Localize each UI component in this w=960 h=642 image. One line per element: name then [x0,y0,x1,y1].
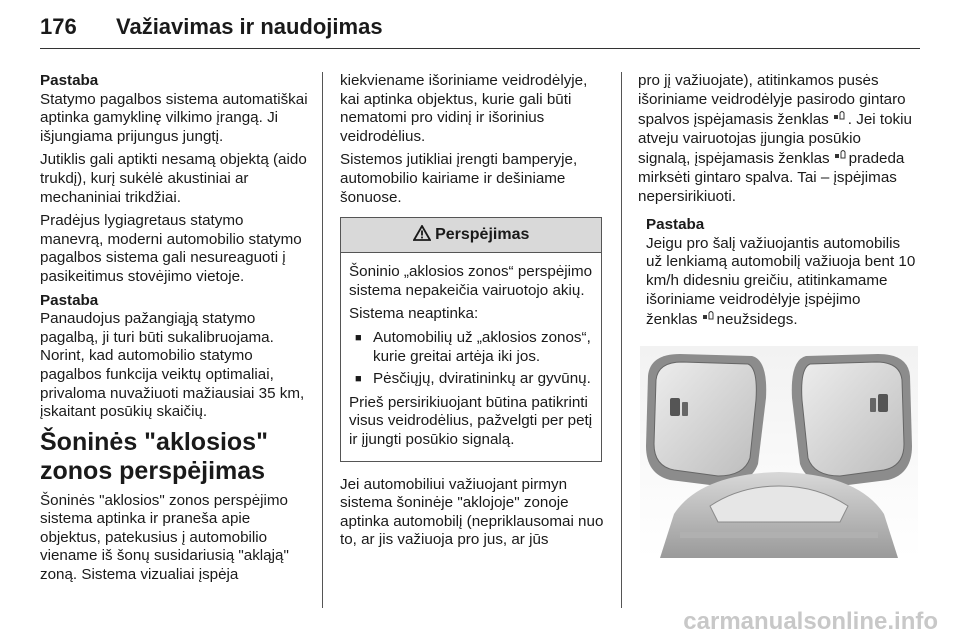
paragraph: Šoninės "aklosios" zonos perspėjimo sistema aptinka ir praneša apie objektus, patekusius į automobilio viename iš šonų susidariusią "akląją" zoną. Sistema vizualiai įspėja [40,491,289,584]
note-label: Pastaba [646,216,705,234]
column-1 [40,72,308,590]
note-text [646,235,916,330]
blind-spot-car-icon [834,151,849,162]
warning-body [341,253,601,460]
page-number: 176 [40,14,77,39]
warning-box [340,217,602,461]
warning-title: Perspėjimas [435,226,530,244]
column-divider [322,72,323,608]
warning-text: Sistema neaptinka: [349,305,479,323]
page-header [40,14,920,49]
mirror-illustration [640,346,918,558]
note-label: Pastaba [40,291,99,309]
text-span: pro jį važiuojate), atitinkamos pusės išoriniame veidrodėlyje pasirodo gintaro spalvos įspėjamasis ženklas [638,72,906,129]
warning-text: Šoninio „aklosios zonos“ perspėjimo sistema nepakeičia vairuotojo akių. [349,263,593,299]
text-span: pradeda mirksėti gintaro spalva. Tai – įspėjimas nepersirikiuoti. [638,150,905,205]
paragraph: Sistemos jutikliai įrengti bamperyje, automobilio kairiame ir dešiniame šonuose. [340,151,578,206]
paragraph: kiekviename išoriniame veidrodėlyje, kai aptinka objektus, kurie gali būti nematomi pro vidinį ir išorinius veidrodėlius. [340,72,588,145]
warning-text: Prieš persirikiuojant būtina patikrinti visus veidrodėlius, pažvelgti per petį ir įjungti posūkio signalą. [349,393,593,448]
paragraph: Pradėjus lygiagretaus statymo manevrą, moderni automobilio statymo pagalbos sistema gali nesureaguoti į pasikeitimus stovėjimo vietoje. [40,212,302,285]
watermark: carmanualsonline.info [683,608,938,635]
column-2 [340,72,606,555]
warning-list [349,329,593,389]
note-block [638,216,916,330]
section-heading: Šoninės "aklosios" zonos perspėjimas [40,427,268,485]
page-title: Važiavimas ir naudojimas [116,14,383,39]
column-divider [621,72,622,608]
blind-spot-car-icon [833,112,848,123]
note-label: Pastaba [40,72,99,89]
warning-triangle-icon [413,226,435,243]
text-span: . Jei tokiu atveju vairuotojas įjungia posūkio signalą, įspėjamasis ženklas [638,111,912,168]
list-item: ■ Pėsčiųjų, dviratininkų ar gyvūnų. [349,370,593,389]
paragraph [638,72,916,206]
list-item: ■ Automobilių už „aklosios zonos“, kurie greitai artėja iki jos. [349,329,593,366]
note-text: Statymo pagalbos sistema automatiškai aptinka gamyklinę vilkimo įrangą. Ji išjungiama prijungus jungtį. [40,90,308,145]
note-text: Panaudojus pažangiąją statymo pagalbą, ji turi būti sukalibruojama. Norint, kad automobilio statymo pagalbos funkcija veiktų optimaliai, privaloma nuvažiuoti mažiausiai 35 km, įskaitant posūkių skaičių. [40,310,305,421]
text-span: Jeigu pro šalį važiuojantis automobilis už lenkiamą automobilį važiuoja bent 10 km/h didesniu greičiu, atitinkamame išoriniame veidrodėlyje įspėjimo ženklas [646,234,916,329]
paragraph: Jutiklis gali aptikti nesamą objektą (aido trukdį), kurį sukėlė akustiniai ar mechaniniai trikdžiai. [40,151,307,206]
blind-spot-car-icon [702,312,717,323]
paragraph: Jei automobiliui važiuojant pirmyn sistema šoninėje "aklojoje" zonoje aptinka automobilį (nepriklausomai nuo to, ar jis važiuoja pro jus, ar jūs [340,475,604,549]
warning-header [341,218,601,253]
column-3 [638,72,916,335]
text-span: neužsidegs. [716,311,798,329]
